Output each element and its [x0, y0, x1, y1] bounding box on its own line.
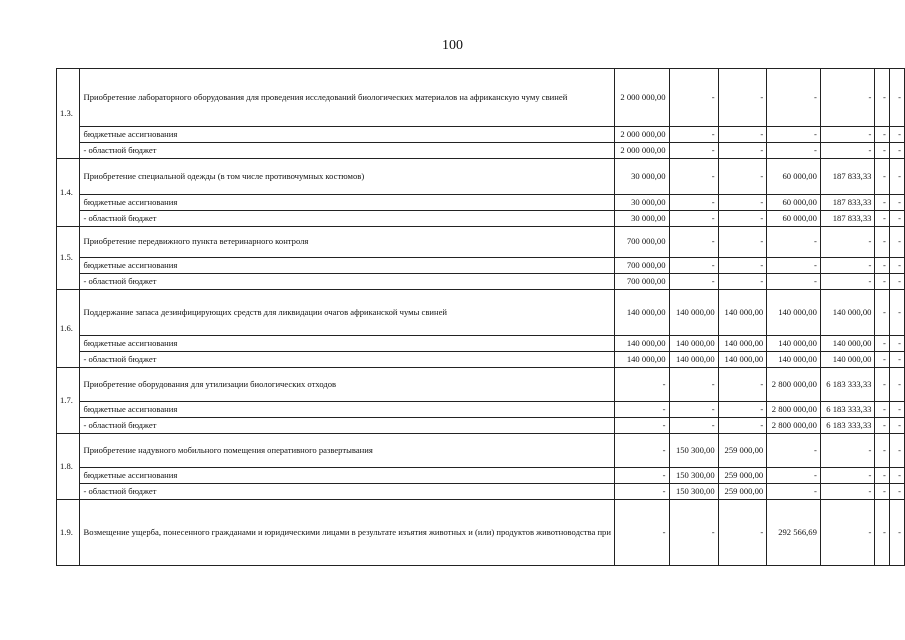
- amount-cell: -: [889, 290, 904, 336]
- table-row: [57, 143, 905, 159]
- table-row: [57, 484, 905, 500]
- amount-cell: -: [889, 211, 904, 227]
- amount-cell: 60 000,00: [767, 211, 821, 227]
- amount-cell: -: [875, 195, 889, 211]
- amount-cell: -: [875, 227, 889, 258]
- amount-cell: -: [875, 159, 889, 195]
- table-row: [57, 211, 905, 227]
- amount-cell: -: [718, 227, 767, 258]
- amount-cell: 2 000 000,00: [614, 143, 669, 159]
- amount-cell: -: [718, 195, 767, 211]
- amount-cell: -: [614, 468, 669, 484]
- amount-cell: -: [875, 484, 889, 500]
- amount-cell: 60 000,00: [767, 159, 821, 195]
- amount-cell: 30 000,00: [614, 195, 669, 211]
- amount-cell: -: [669, 211, 718, 227]
- amount-cell: 30 000,00: [614, 159, 669, 195]
- amount-cell: -: [718, 159, 767, 195]
- amount-cell: 2 000 000,00: [614, 127, 669, 143]
- amount-cell: 150 300,00: [669, 484, 718, 500]
- amount-cell: 140 000,00: [767, 290, 821, 336]
- amount-cell: -: [889, 434, 904, 468]
- amount-cell: -: [767, 274, 821, 290]
- amount-cell: -: [767, 127, 821, 143]
- funding-label: - областной бюджет: [80, 274, 614, 290]
- amount-cell: -: [889, 500, 904, 566]
- table-row: [57, 336, 905, 352]
- funding-label: бюджетные ассигнования: [80, 336, 614, 352]
- amount-cell: -: [820, 227, 875, 258]
- item-title: Приобретение надувного мобильного помещения оперативного развертывания: [80, 434, 614, 468]
- amount-cell: -: [767, 69, 821, 127]
- amount-cell: 140 000,00: [614, 290, 669, 336]
- table-row: [57, 434, 905, 468]
- amount-cell: -: [889, 258, 904, 274]
- amount-cell: -: [614, 368, 669, 402]
- amount-cell: 140 000,00: [718, 352, 767, 368]
- amount-cell: -: [767, 468, 821, 484]
- amount-cell: -: [875, 143, 889, 159]
- item-number: 1.6.: [57, 290, 80, 368]
- funding-label: - областной бюджет: [80, 352, 614, 368]
- amount-cell: 140 000,00: [614, 352, 669, 368]
- amount-cell: 140 000,00: [614, 336, 669, 352]
- amount-cell: -: [820, 468, 875, 484]
- table-row: [57, 352, 905, 368]
- amount-cell: -: [669, 127, 718, 143]
- table-row: [57, 69, 905, 127]
- item-number: 1.5.: [57, 227, 80, 290]
- item-number: 1.4.: [57, 159, 80, 227]
- amount-cell: -: [889, 127, 904, 143]
- amount-cell: -: [767, 484, 821, 500]
- table-row: [57, 274, 905, 290]
- amount-cell: -: [875, 336, 889, 352]
- amount-cell: -: [820, 274, 875, 290]
- amount-cell: 60 000,00: [767, 195, 821, 211]
- amount-cell: 259 000,00: [718, 434, 767, 468]
- amount-cell: -: [718, 418, 767, 434]
- funding-label: - областной бюджет: [80, 484, 614, 500]
- amount-cell: -: [889, 484, 904, 500]
- amount-cell: 700 000,00: [614, 274, 669, 290]
- table-row: [57, 368, 905, 402]
- amount-cell: -: [718, 69, 767, 127]
- amount-cell: -: [820, 500, 875, 566]
- funding-label: бюджетные ассигнования: [80, 127, 614, 143]
- amount-cell: -: [669, 402, 718, 418]
- amount-cell: -: [889, 69, 904, 127]
- item-number: 1.7.: [57, 368, 80, 434]
- table-row: [57, 127, 905, 143]
- table-row: [57, 258, 905, 274]
- amount-cell: -: [820, 143, 875, 159]
- amount-cell: 140 000,00: [718, 336, 767, 352]
- item-number: 1.3.: [57, 69, 80, 159]
- amount-cell: -: [718, 274, 767, 290]
- amount-cell: 140 000,00: [767, 336, 821, 352]
- item-title: Поддержание запаса дезинфицирующих средств для ликвидации очагов африканской чумы свиней: [80, 290, 614, 336]
- amount-cell: 2 000 000,00: [614, 69, 669, 127]
- amount-cell: -: [889, 336, 904, 352]
- page-number: 100: [442, 38, 463, 53]
- funding-label: бюджетные ассигнования: [80, 195, 614, 211]
- amount-cell: 140 000,00: [669, 352, 718, 368]
- amount-cell: -: [820, 69, 875, 127]
- amount-cell: -: [669, 159, 718, 195]
- funding-label: - областной бюджет: [80, 143, 614, 159]
- item-number: 1.8.: [57, 434, 80, 500]
- amount-cell: -: [718, 211, 767, 227]
- amount-cell: 187 833,33: [820, 159, 875, 195]
- amount-cell: -: [889, 143, 904, 159]
- amount-cell: -: [820, 484, 875, 500]
- item-title: Приобретение специальной одежды (в том числе противочумных костюмов): [80, 159, 614, 195]
- amount-cell: 187 833,33: [820, 211, 875, 227]
- amount-cell: 292 566,69: [767, 500, 821, 566]
- amount-cell: 6 183 333,33: [820, 418, 875, 434]
- amount-cell: -: [875, 258, 889, 274]
- amount-cell: -: [875, 468, 889, 484]
- table-row: [57, 159, 905, 195]
- amount-cell: 140 000,00: [669, 336, 718, 352]
- amount-cell: -: [718, 368, 767, 402]
- amount-cell: -: [669, 274, 718, 290]
- table-row: [57, 468, 905, 484]
- funding-label: бюджетные ассигнования: [80, 258, 614, 274]
- amount-cell: -: [614, 500, 669, 566]
- amount-cell: -: [718, 143, 767, 159]
- item-number: 1.9.: [57, 500, 80, 566]
- amount-cell: 150 300,00: [669, 468, 718, 484]
- amount-cell: 259 000,00: [718, 468, 767, 484]
- amount-cell: -: [669, 143, 718, 159]
- table-row: [57, 402, 905, 418]
- amount-cell: -: [614, 418, 669, 434]
- amount-cell: -: [875, 290, 889, 336]
- amount-cell: -: [669, 195, 718, 211]
- amount-cell: -: [875, 368, 889, 402]
- amount-cell: -: [889, 159, 904, 195]
- amount-cell: -: [767, 258, 821, 274]
- amount-cell: -: [889, 468, 904, 484]
- item-title: Возмещение ущерба, понесенного гражданами и юридическими лицами в результате изъятия животных и (или) продуктов животноводства при: [80, 500, 614, 566]
- amount-cell: -: [889, 402, 904, 418]
- amount-cell: -: [718, 127, 767, 143]
- table-row: [57, 227, 905, 258]
- amount-cell: -: [718, 258, 767, 274]
- amount-cell: -: [889, 368, 904, 402]
- amount-cell: -: [614, 402, 669, 418]
- amount-cell: -: [614, 434, 669, 468]
- amount-cell: -: [875, 274, 889, 290]
- amount-cell: 6 183 333,33: [820, 402, 875, 418]
- amount-cell: -: [889, 352, 904, 368]
- amount-cell: 30 000,00: [614, 211, 669, 227]
- amount-cell: -: [875, 211, 889, 227]
- amount-cell: -: [820, 258, 875, 274]
- amount-cell: -: [875, 500, 889, 566]
- amount-cell: -: [875, 434, 889, 468]
- table-row: [57, 290, 905, 336]
- amount-cell: -: [767, 227, 821, 258]
- amount-cell: -: [889, 195, 904, 211]
- amount-cell: 700 000,00: [614, 258, 669, 274]
- amount-cell: 700 000,00: [614, 227, 669, 258]
- amount-cell: -: [889, 274, 904, 290]
- amount-cell: -: [718, 402, 767, 418]
- amount-cell: 2 800 000,00: [767, 368, 821, 402]
- amount-cell: -: [669, 258, 718, 274]
- amount-cell: 140 000,00: [820, 290, 875, 336]
- amount-cell: -: [669, 500, 718, 566]
- amount-cell: 150 300,00: [669, 434, 718, 468]
- amount-cell: -: [767, 434, 821, 468]
- amount-cell: -: [669, 227, 718, 258]
- amount-cell: 6 183 333,33: [820, 368, 875, 402]
- amount-cell: 140 000,00: [820, 352, 875, 368]
- item-title: Приобретение лабораторного оборудования для проведения исследований биологических материалов на африканскую чуму свиней: [80, 69, 614, 127]
- budget-table: [56, 68, 905, 566]
- amount-cell: -: [875, 418, 889, 434]
- amount-cell: -: [889, 418, 904, 434]
- amount-cell: -: [669, 418, 718, 434]
- amount-cell: -: [820, 434, 875, 468]
- amount-cell: -: [875, 402, 889, 418]
- table-row: [57, 195, 905, 211]
- amount-cell: 140 000,00: [820, 336, 875, 352]
- funding-label: - областной бюджет: [80, 418, 614, 434]
- amount-cell: -: [669, 368, 718, 402]
- amount-cell: -: [875, 127, 889, 143]
- funding-label: бюджетные ассигнования: [80, 402, 614, 418]
- amount-cell: -: [614, 484, 669, 500]
- amount-cell: 2 800 000,00: [767, 418, 821, 434]
- amount-cell: -: [820, 127, 875, 143]
- amount-cell: -: [889, 227, 904, 258]
- item-title: Приобретение передвижного пункта ветеринарного контроля: [80, 227, 614, 258]
- funding-label: - областной бюджет: [80, 211, 614, 227]
- amount-cell: 140 000,00: [767, 352, 821, 368]
- amount-cell: -: [875, 69, 889, 127]
- funding-label: бюджетные ассигнования: [80, 468, 614, 484]
- amount-cell: 259 000,00: [718, 484, 767, 500]
- table-row: [57, 418, 905, 434]
- amount-cell: 140 000,00: [718, 290, 767, 336]
- amount-cell: 187 833,33: [820, 195, 875, 211]
- amount-cell: 2 800 000,00: [767, 402, 821, 418]
- amount-cell: -: [875, 352, 889, 368]
- table-row: [57, 500, 905, 566]
- amount-cell: -: [767, 143, 821, 159]
- amount-cell: 140 000,00: [669, 290, 718, 336]
- amount-cell: -: [669, 69, 718, 127]
- amount-cell: -: [718, 500, 767, 566]
- item-title: Приобретение оборудования для утилизации биологических отходов: [80, 368, 614, 402]
